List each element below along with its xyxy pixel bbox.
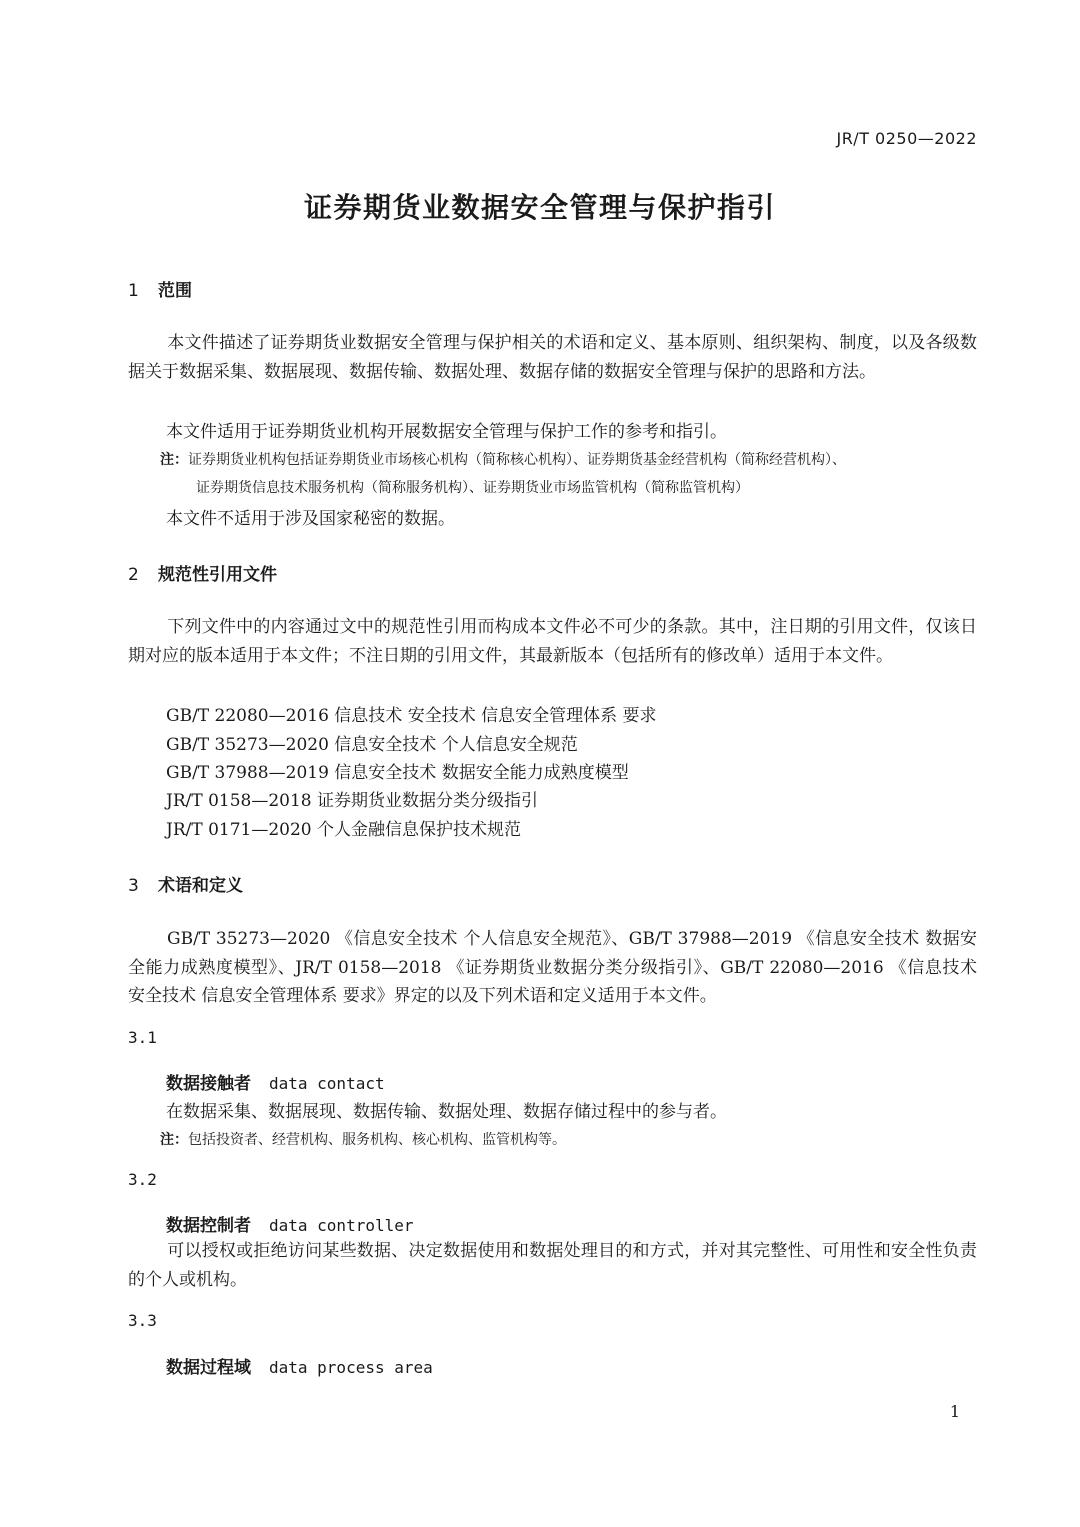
term-english: data process area [269,1358,433,1377]
term-heading [166,1353,433,1378]
section-title: 规范性引用文件 [158,565,277,585]
paragraph-text: 可以授权或拒绝访问某些数据、决定数据使用和数据处理目的和方式，并对其完整性、可用性和安全性负责的个人或机构。 [128,1241,977,1290]
paragraph-text: 本文件描述了证券期货业数据安全管理与保护相关的术语和定义、基本原则、组织架构、制度，以及各级数据关于数据采集、数据展现、数据传输、数据处理、数据存储的数据安全管理与保护的思路和方法。 [128,333,977,382]
section-1-note-line-2: 证券期货信息技术服务机构（简称服务机构）、证券期货业市场监管机构（简称监管机构） [196,480,749,496]
reference-item: JR/T 0171—2020 个人金融信息保护技术规范 [166,820,522,840]
note-text: 包括投资者、经营机构、服务机构、核心机构、监管机构等。 [188,1132,566,1148]
section-2-paragraph-1 [128,613,977,670]
reference-item: JR/T 0158—2018 证券期货业数据分类分级指引 [166,791,539,811]
term-chinese: 数据接触者 [166,1074,251,1094]
term-number: 3.3 [128,1311,157,1330]
reference-item: GB/T 35273—2020 信息安全技术 个人信息安全规范 [166,735,578,755]
paragraph-text: GB/T 35273—2020 《信息安全技术 个人信息安全规范》、GB/T 37988—2019 《信息安全技术 数据安全能力成熟度模型》、JR/T 0158—2018 《证券期货业数据分类分级指引》、GB/T 22080—2016 《信息技术 安全技术 信息安全管理体系 要求》界定的以及下列术语和定义适用于本文件。 [128,929,977,1006]
section-title: 范围 [158,281,192,301]
term-number: 3.2 [128,1170,157,1189]
term-chinese: 数据过程域 [166,1358,251,1378]
term-english: data contact [269,1074,385,1093]
note-line-1: 证券期货业机构包括证券期货业市场核心机构（简称核心机构）、证券期货基金经营机构（简称经营机构）、 [188,452,846,468]
standard-number: JR/T 0250—2022 [836,129,977,148]
term-heading [166,1211,414,1236]
section-3-paragraph-1 [128,925,977,1011]
section-1-paragraph-2: 本文件适用于证券期货业机构开展数据安全管理与保护工作的参考和指引。 [166,422,727,442]
term-english: data controller [269,1216,414,1235]
term-definition [128,1237,977,1294]
section-1-paragraph-3: 本文件不适用于涉及国家秘密的数据。 [166,509,455,529]
section-number: 1 [128,281,139,301]
note-label: 注： [160,1132,188,1148]
reference-item: GB/T 22080—2016 信息技术 安全技术 信息安全管理体系 要求 [166,706,657,726]
section-1-heading [128,276,192,301]
paragraph-text: 下列文件中的内容通过文中的规范性引用而构成本文件必不可少的条款。其中，注日期的引用文件，仅该日期对应的版本适用于本文件；不注日期的引用文件，其最新版本（包括所有的修改单）适用于本文件。 [128,617,977,666]
section-number: 2 [128,565,139,585]
note-label: 注： [160,452,188,468]
term-chinese: 数据控制者 [166,1216,251,1236]
reference-item: GB/T 37988—2019 信息安全技术 数据安全能力成熟度模型 [166,763,629,783]
term-definition: 在数据采集、数据展现、数据传输、数据处理、数据存储过程中的参与者。 [166,1102,727,1122]
section-3-heading [128,871,243,896]
section-1-paragraph-1 [128,329,977,386]
document-title: 证券期货业数据安全管理与保护指引 [303,191,776,224]
section-2-heading [128,560,277,585]
term-number: 3.1 [128,1028,157,1047]
section-title: 术语和定义 [158,876,243,896]
section-number: 3 [128,876,139,896]
term-note [160,1129,566,1149]
page-number: 1 [949,1402,960,1421]
term-heading [166,1069,385,1094]
section-1-note [160,449,846,469]
